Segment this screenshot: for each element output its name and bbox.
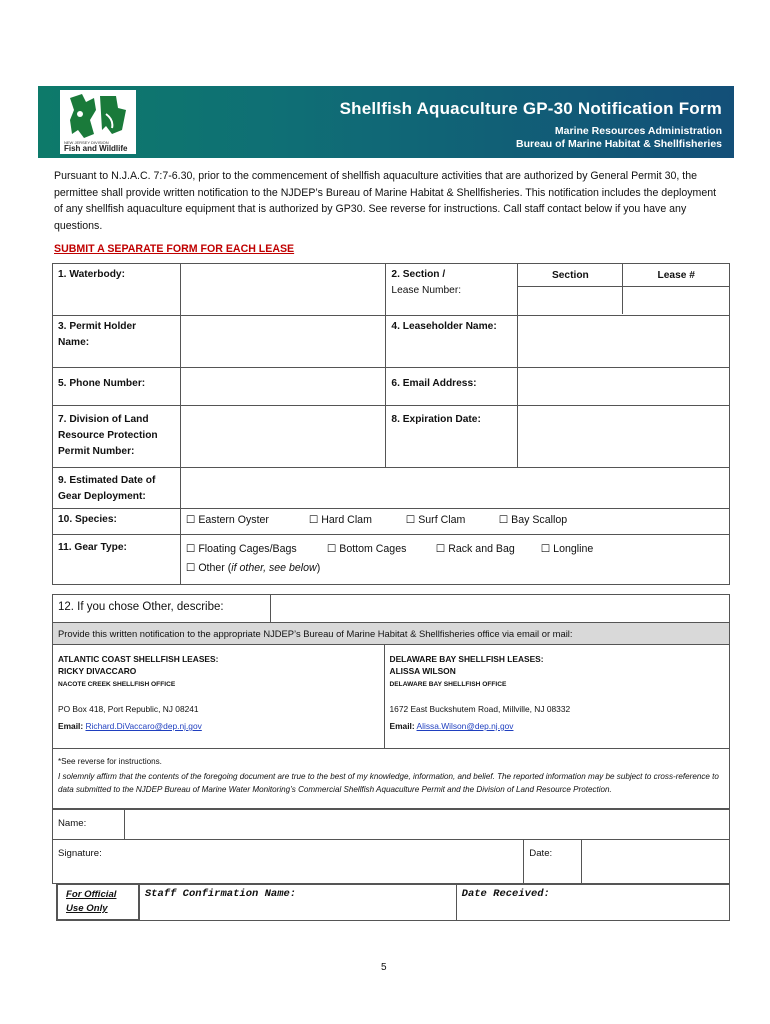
species-checkbox-bay-scallop[interactable]: ☐ Bay Scallop (498, 514, 568, 526)
svg-text:Fish and Wildlife: Fish and Wildlife (64, 144, 128, 153)
email-input[interactable] (518, 368, 730, 406)
estimated-date-label: 9. Estimated Date of Gear Deployment: (53, 468, 181, 509)
intro-paragraph: Pursuant to N.J.A.C. 7:7-6.30, prior to the commencement of shellfish aquaculture activities that are authorized by General Permit 30, the permittee shall provide written notification to the NJDEP’s Bureau of Marine Habitat & Shellfisheries. This notification includes the deployment of any shellfish aquaculture equipment that is authorized by GP30. See reverse for instructions. Call staff contact below if you have any questions. (54, 170, 717, 232)
official-use-table (56, 883, 730, 921)
phone-input[interactable] (180, 368, 386, 406)
form-title: Shellfish Aquaculture GP-30 Notification Form (339, 99, 722, 118)
species-options (180, 509, 729, 535)
affirmation-cell: *See reverse for instructions. I solemnly affirm that the contents of the foregoing document are true to the best of my knowledge, information, and belief. The reported information may be subject to cross-reference to data submitted to the NJDEP Bureau of Marine Water Monitoring’s Commercial Shellfish Aquaculture Permit and the Division of Land Resource Protection. (53, 749, 730, 809)
other-describe-label: 12. If you chose Other, describe: (53, 595, 271, 623)
notification-form-table (52, 263, 730, 585)
form-subtitle-1: Marine Resources Administration (554, 125, 722, 137)
provide-note: Provide this written notification to the appropriate NJDEP’s Bureau of Marine Habitat & Shellfisheries office via email or mail: (53, 623, 730, 645)
delaware-contact: DELAWARE BAY SHELLFISH LEASES: ALISSA WILSON DELAWARE BAY SHELLFISH OFFICE 1672 East Buckshutem Road, Millville, NJ 08332 Email: Alissa.Wilson@dep.nj.gov (384, 645, 729, 749)
waterbody-label: 1. Waterbody: (53, 264, 181, 316)
section-lease-cell (518, 264, 730, 316)
phone-label: 5. Phone Number: (53, 368, 181, 406)
name-input[interactable] (124, 810, 729, 840)
species-checkbox-hard-clam[interactable]: ☐ Hard Clam (308, 514, 372, 526)
gear-checkbox-bottom-cages[interactable]: ☐ Bottom Cages (326, 543, 407, 555)
submit-note: SUBMIT A SEPARATE FORM FOR EACH LEASE (54, 243, 295, 255)
date-received-field[interactable]: Date Received: (456, 884, 729, 920)
species-label: 10. Species: (53, 509, 181, 535)
permit-holder-input[interactable] (180, 316, 386, 368)
svg-text:NEW JERSEY DIVISION: NEW JERSEY DIVISION (64, 140, 109, 145)
leaseholder-input[interactable] (518, 316, 730, 368)
section-lease-label: 2. Section / Lease Number: (386, 264, 518, 316)
signature-table (52, 809, 730, 884)
lease-column-header: Lease # (623, 264, 729, 286)
expiration-label: 8. Expiration Date: (386, 406, 518, 468)
staff-confirmation-field[interactable]: Staff Confirmation Name: (139, 884, 456, 920)
waterbody-input[interactable] (180, 264, 386, 316)
expiration-input[interactable] (518, 406, 730, 468)
other-describe-input[interactable] (270, 595, 729, 623)
gear-checkbox-floating-cages[interactable]: ☐ Floating Cages/Bags (185, 543, 297, 555)
atlantic-contact: ATLANTIC COAST SHELLFISH LEASES: RICKY DIVACCARO NACOTE CREEK SHELLFISH OFFICE PO Box 418, Port Republic, NJ 08241 Email: Richard.DiVaccaro@dep.nj.gov (53, 645, 385, 749)
species-checkbox-eastern-oyster[interactable]: ☐ Eastern Oyster (185, 514, 269, 526)
date-input[interactable] (582, 840, 730, 884)
official-use-label: For Official Use Only (57, 884, 139, 920)
gear-checkbox-longline[interactable]: ☐ Longline (540, 543, 594, 555)
gear-checkbox-other[interactable]: ☐ Other (if other, see below) (185, 562, 321, 574)
atlantic-email-link[interactable]: Richard.DiVaccaro@dep.nj.gov (85, 721, 202, 731)
species-checkbox-surf-clam[interactable]: ☐ Surf Clam (405, 514, 466, 526)
leaseholder-label: 4. Leaseholder Name: (386, 316, 518, 368)
section-input[interactable] (518, 286, 623, 314)
permit-holder-label: 3. Permit Holder Name: (53, 316, 181, 368)
section-column-header: Section (518, 264, 623, 286)
name-label: Name: (53, 810, 125, 840)
contact-table (52, 594, 730, 809)
division-permit-label: 7. Division of Land Resource Protection Permit Number: (53, 406, 181, 468)
signature-field[interactable]: Signature: (53, 840, 524, 884)
lease-number-input[interactable] (623, 286, 729, 314)
email-label: 6. Email Address: (386, 368, 518, 406)
fish-and-wildlife-logo (60, 90, 136, 154)
gear-type-options (180, 535, 729, 585)
delaware-email-link[interactable]: Alissa.Wilson@dep.nj.gov (416, 721, 514, 731)
date-label: Date: (524, 840, 582, 884)
estimated-date-input[interactable] (180, 468, 729, 509)
page-number: 5 (381, 962, 387, 973)
form-subtitle-2: Bureau of Marine Habitat & Shellfisheries (516, 138, 722, 150)
gear-checkbox-rack-and-bag[interactable]: ☐ Rack and Bag (435, 543, 515, 555)
division-permit-input[interactable] (180, 406, 386, 468)
gear-type-label: 11. Gear Type: (53, 535, 181, 585)
